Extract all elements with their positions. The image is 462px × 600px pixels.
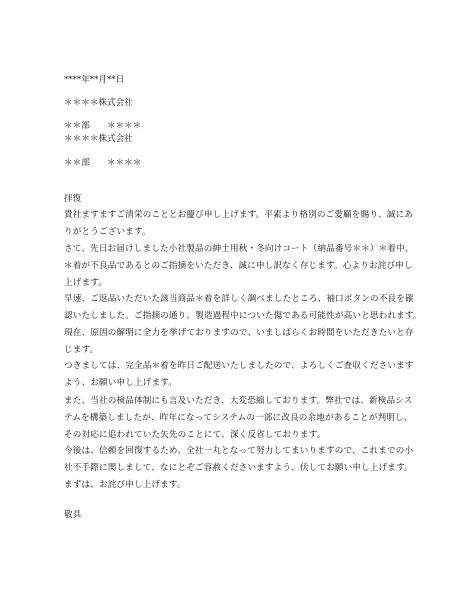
paragraph-summary <box>64 477 404 494</box>
sender-company: ＊＊＊＊株式会社 <box>64 134 133 144</box>
paragraph-line: 早速、ご返品いただいた該当商品＊着を詳しく調べましたところ、袖口ボタンの不良を確 <box>64 294 414 304</box>
date-line: ****年**月**日 <box>64 75 125 85</box>
paragraph-inspection <box>64 393 413 444</box>
paragraph-line: 社不手際に関しまして、なにとぞご容赦くださいますよう、伏してお願い申し上げます。 <box>64 463 413 473</box>
paragraph-greeting <box>64 207 414 241</box>
opening-word: 拝復 <box>64 194 82 204</box>
paragraph-apology <box>64 241 414 292</box>
paragraph-line: その対応に追われていた矢先のことにて、深く反省しております。 <box>64 430 326 440</box>
paragraph-line: つきましては、完全品＊着を昨日ご配送いたしましたので、よろしくご査収くださいます <box>64 361 414 371</box>
sender-person: ＊＊部 ＊＊＊＊ <box>64 158 142 168</box>
paragraph-line: まずは、お詫び申し上げます。 <box>64 480 186 490</box>
closing-word: 敬具 <box>64 510 82 520</box>
paragraph-line: 上げます。 <box>64 278 108 288</box>
paragraph-line: 今後は、信頼を回復するため、全社一丸となって努力してまいりますので、これまでの小 <box>64 446 414 456</box>
paragraph-line: 貴社ますますご清栄のこととお慶び申し上げます。平素より格別のご愛顧を賜り、誠にあ <box>64 210 414 220</box>
paragraph-line: テムを構築しましたが、昨年になってシステムの一部に改良の余地があることが判明し、 <box>64 413 413 423</box>
paragraph-investigation <box>64 291 422 359</box>
paragraph-line: ＊着が不良品であるとのご指摘をいただき、誠に申し訳なく存じます。心よりお詫び申し <box>64 261 413 271</box>
paragraph-line: じます。 <box>64 345 99 355</box>
paragraph-replacement <box>64 358 414 392</box>
paragraph-line: また、当社の検品体制にも言及いただき、大変恐縮しております。弊社では、新検品シス <box>64 396 413 406</box>
paragraph-line: 認いたしました。ご指摘の通り、製造過程中についた傷である可能性が高いと思われます。 <box>64 311 422 321</box>
recipient-person: ＊＊部 ＊＊＊＊ <box>64 121 142 131</box>
paragraph-future <box>64 443 414 477</box>
paragraph-line: さて、先日お届けしました小社製品の紳士用秋・冬向けコート（納品番号＊＊）＊着中、 <box>64 244 414 254</box>
paragraph-line: りがとうございます。 <box>64 227 151 237</box>
paragraph-line: 現在、原因の解明に全力を挙げておりますので、いましばらくお時間をいただきたいと存 <box>64 328 414 338</box>
paragraph-line: よう、お願い申し上げます。 <box>64 378 177 388</box>
recipient-company: ＊＊＊＊株式会社 <box>64 98 133 108</box>
